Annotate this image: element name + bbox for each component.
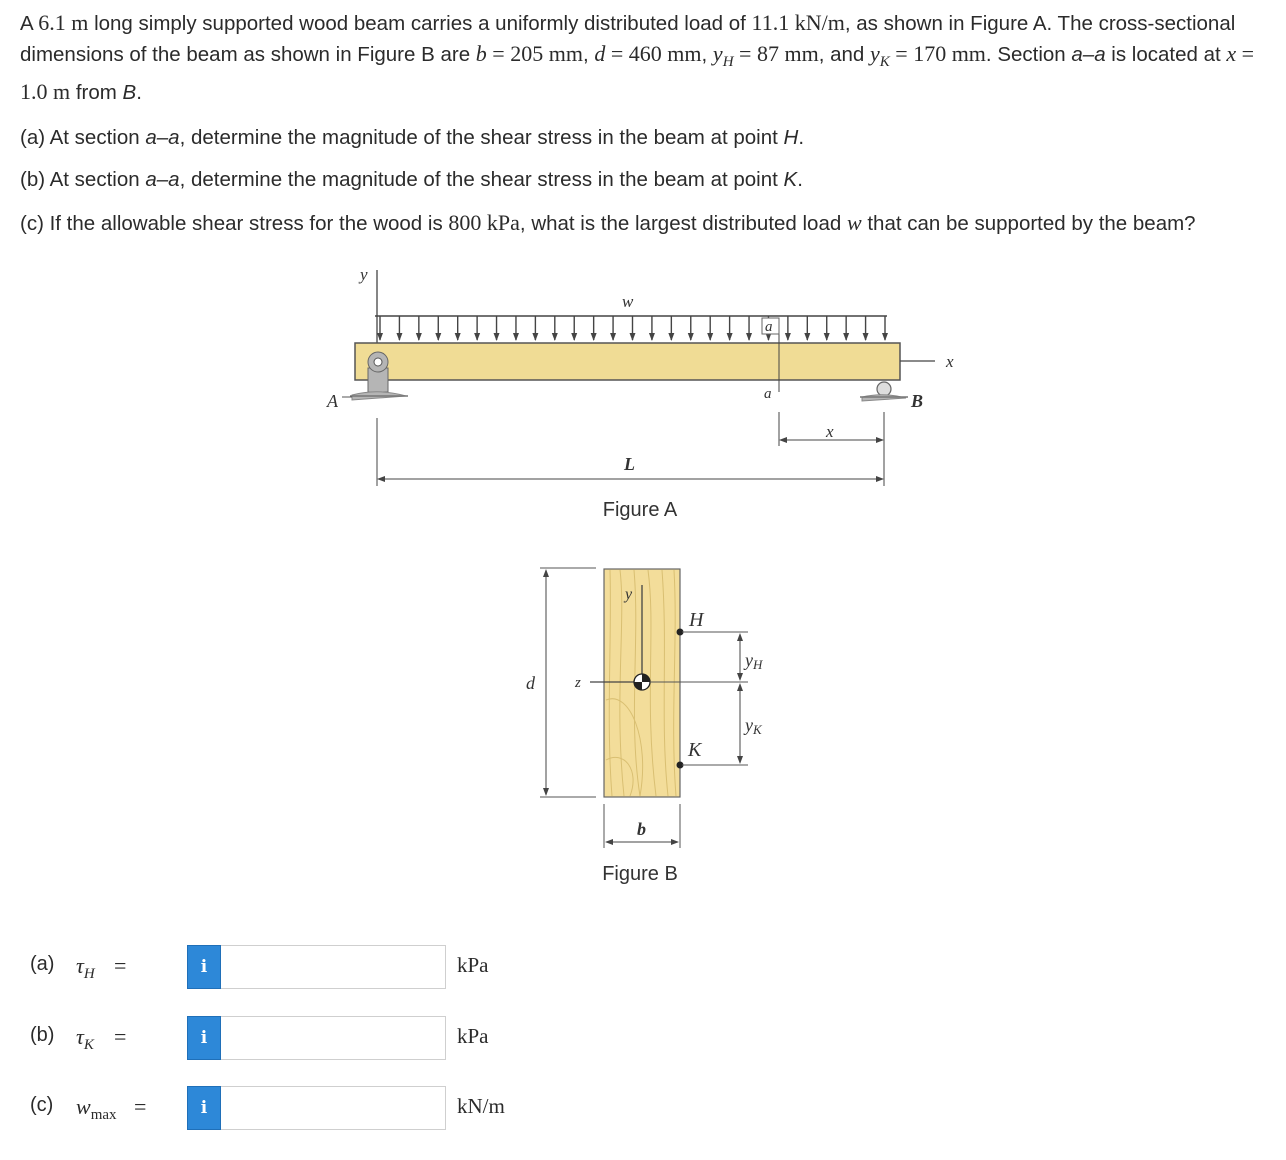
- answer-input-c[interactable]: [221, 1086, 446, 1130]
- section-a-bottom-label: a: [764, 386, 772, 402]
- figure-a-caption: Figure A: [602, 499, 678, 521]
- answer-unit-b: kPa: [457, 1024, 489, 1048]
- beam: [355, 343, 900, 380]
- answer-equals-a: =: [114, 953, 127, 978]
- answer-symbol-a: $\tau_H$: [76, 953, 95, 982]
- dimension-l-label: L: [624, 454, 635, 474]
- answer-label-c: (c): [30, 1094, 54, 1116]
- dimension-x-label: x: [826, 422, 834, 441]
- info-button-b[interactable]: i: [187, 1016, 221, 1060]
- question-c: (c) If the allowable shear stress for the wood is 800 kPa, what is the largest distributed load w that can be supported by the beam?: [20, 209, 1196, 235]
- dimension-b-label: b: [637, 819, 646, 839]
- answer-equals-b: =: [114, 1024, 127, 1049]
- answer-row-a: [30, 945, 550, 989]
- section-a-top-label: a: [765, 319, 773, 335]
- question-a: (a) At section a–a, determine the magnitude of the shear stress in the beam at point H.: [20, 125, 805, 149]
- distributed-load-arrows: [380, 316, 885, 340]
- dimension-d-label: d: [526, 673, 535, 693]
- problem-paragraph: A 6.1 m long simply supported wood beam carries a uniformly distributed load of 11.1 kN/m, as shown in Figure A. The cross-sectional dimensions of the beam as shown in Figure B are b = 205 mm, d = 460 mm, $y_H = 87$ mm, and $y_K = 170$ mm. Section a–a is located at x = 1.0 m from B.: [20, 10, 1255, 104]
- answer-unit-a: kPa: [457, 953, 489, 977]
- answer-equals-c: =: [134, 1094, 147, 1119]
- answer-symbol-c: $w_{max}$: [76, 1094, 117, 1123]
- fig-a-x-label: x: [946, 352, 954, 371]
- answer-unit-c: kN/m: [457, 1094, 505, 1118]
- figure-b: [526, 568, 763, 885]
- figure-b-caption: Figure B: [602, 863, 678, 885]
- point-b-label: B: [911, 391, 924, 411]
- dimension-yk-label: yK: [745, 715, 762, 737]
- figure-a: [326, 265, 954, 521]
- answer-row-c: [30, 1086, 550, 1130]
- fig-a-y-label: y: [360, 265, 368, 284]
- answer-input-b[interactable]: [221, 1016, 446, 1060]
- point-a-label: A: [327, 391, 338, 411]
- fig-b-z-label: z: [575, 675, 581, 691]
- dimension-yh-label: yH: [745, 650, 763, 672]
- centroid-symbol: [634, 674, 650, 690]
- load-w-label: w: [622, 292, 634, 311]
- answer-input-a[interactable]: [221, 945, 446, 989]
- answer-label-b: (b): [30, 1024, 55, 1046]
- fig-b-y-label: y: [625, 586, 633, 603]
- answer-label-a: (a): [30, 953, 55, 975]
- answer-row-b: [30, 1016, 550, 1060]
- answer-symbol-b: $\tau_K$: [76, 1024, 94, 1053]
- info-button-c[interactable]: i: [187, 1086, 221, 1130]
- info-button-a[interactable]: i: [187, 945, 221, 989]
- question-b: (b) At section a–a, determine the magnitude of the shear stress in the beam at point K.: [20, 168, 803, 191]
- roller-support-b: [860, 382, 908, 401]
- point-k-label: K: [688, 739, 702, 761]
- point-h-label: H: [689, 609, 704, 631]
